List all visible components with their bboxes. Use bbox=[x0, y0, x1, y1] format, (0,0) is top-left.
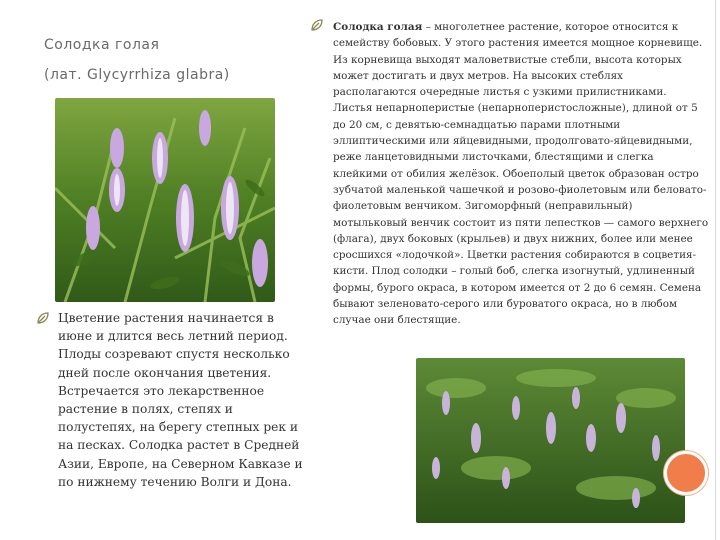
flowering-paragraph: Цветение растения начинается в июне и длится весь летний период. Плоды созревают спустя несколько дней после окончания цветения. Встречается это лекарственное растение в полях, степях и полустепях, на берегу степных рек и на песках. Солодка растет в Средней Азии, Европе, на Северном Кавказе и по нижнему течению Волги и Дона. bbox=[58, 311, 303, 489]
slide-border-line bbox=[715, 0, 716, 540]
decorative-orange-circle bbox=[664, 451, 708, 495]
description-term: Солодка голая bbox=[333, 21, 423, 33]
licorice-flowers-photo bbox=[55, 98, 275, 302]
description-paragraph bbox=[333, 19, 709, 329]
slide-title bbox=[44, 30, 304, 90]
leaf-bullet-icon bbox=[311, 19, 323, 31]
title-latin: (лат. Glycyrrhiza glabra) bbox=[44, 67, 230, 83]
title-main: Солодка голая bbox=[44, 37, 160, 53]
licorice-field-photo bbox=[416, 358, 685, 523]
leaf-bullet-icon bbox=[37, 312, 49, 324]
description-body: – многолетнее растение, которое относится к семейству бобовых. У этого растения имеется мощное корневище. Из корневища выходят маловетвистые стебли, высота которых может достигать и двух метров. На высоких стеблях располагаются очередные листья с узкими прилистниками. Листья непарноперистые (непарноперистосложные), длиной от 5 до 20 см, с девятью-семнадцатью парами плотными эллиптическими или яйцевидными, продолговато-яйцевидными, реже ланцетовидными листочками, блестящими и слегка клейкими от обилия желёзок. Обоеполый цветок образован остро зубчатой маленькой чашечкой и розово-фиолетовым или беловато-фиолетовым венчиком. Зигоморфный (неправильный) мотыльковый венчик состоит из пяти лепестков — самого верхнего (флага), двух боковых (крыльев) и двух нижних, более или менее сросшихся «лодочкой». Цветки растения собираются в соцветия-кисти. Плод солодки – голый боб, слегка изогнутый, удлиненный формы, бурого окраса, в котором имеется от 2 до 6 семян. Семена бывают зеленовато-серого или буроватого окраса, но в любом случае они блестящие. bbox=[333, 21, 709, 327]
